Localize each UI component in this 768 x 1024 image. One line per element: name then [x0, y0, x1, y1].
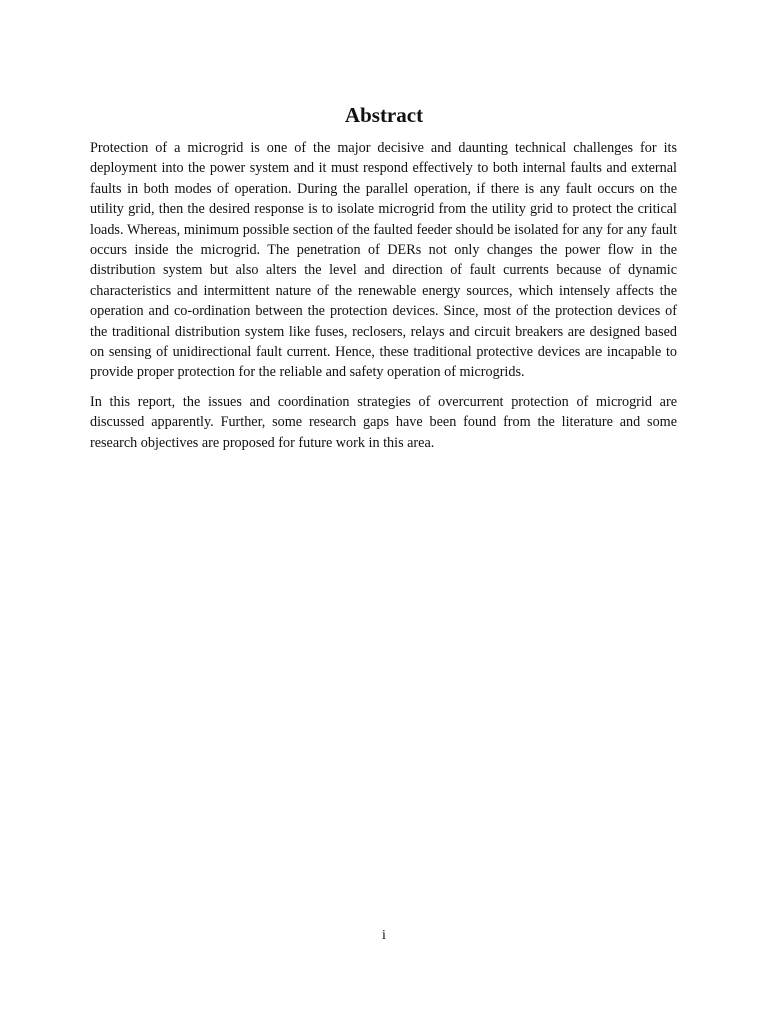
- abstract-body: [90, 138, 677, 453]
- abstract-paragraph-1: Protection of a microgrid is one of the major decisive and daunting technical challenges for its deployment into the power system and it must respond effectively to both internal faults and external faults in both modes of operation. During the parallel operation, if there is any fault occurs on the utility grid, then the desired response is to isolate microgrid from the utility grid to protect the critical loads. Whereas, minimum possible section of the faulted feeder should be isolated for any for any fault occurs inside the microgrid. The penetration of DERs not only changes the power flow in the distribution system but also alters the level and direction of fault currents because of dynamic characteristics and intermittent nature of the renewable energy sources, which intensely affects the operation and co-ordination between the protection devices. Since, most of the protection devices of the traditional distribution system like fuses, reclosers, relays and circuit breakers are designed based on sensing of unidirectional fault current. Hence, these traditional protective devices are incapable to provide proper protection for the reliable and safety operation of microgrids.: [90, 140, 677, 381]
- page-title: Abstract: [344, 103, 424, 127]
- abstract-paragraph-2: In this report, the issues and coordination strategies of overcurrent protection of microgrid are discussed apparently. Further, some research gaps have been found from the literature and some research objectives are proposed for future work in this area.: [90, 393, 677, 451]
- page-number: i: [382, 928, 386, 943]
